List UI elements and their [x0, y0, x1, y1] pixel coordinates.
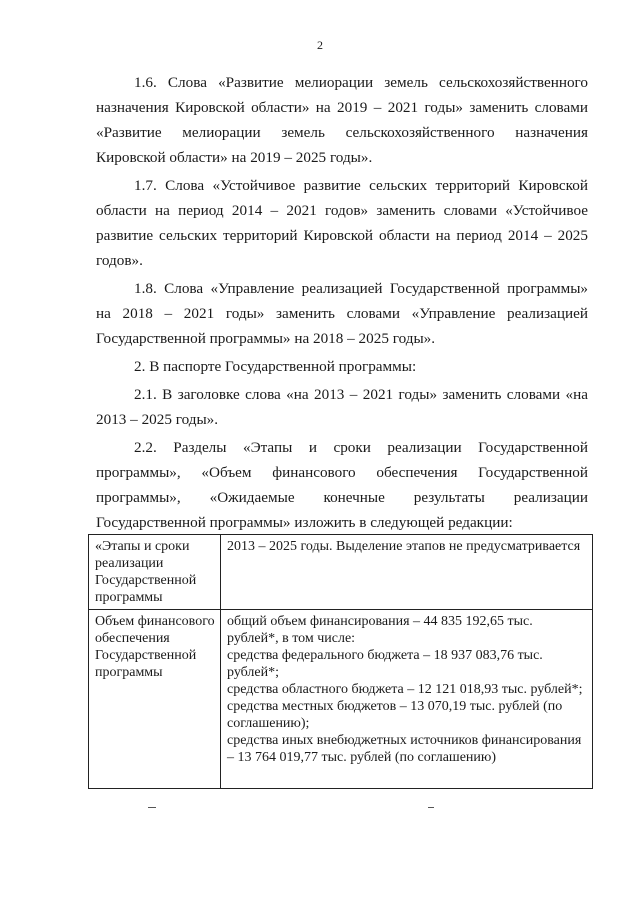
- body-text: [96, 70, 588, 538]
- table-row: [89, 610, 593, 789]
- paragraph-2: 2. В паспорте Государственной программы:: [134, 358, 417, 375]
- paragraph-1-7: 1.7. Слова «Устойчивое развитие сельских территорий Кировской области на период 2014 – 2021 годов» заменить словами «Устойчивое развитие сельских территорий Кировской области на период 2014 – 2025 годов».: [96, 177, 588, 269]
- paragraph-1-6: 1.6. Слова «Развитие мелиорации земель сельскохозяйственного назначения Кировской области» на 2019 – 2021 годы» заменить словами «Развитие мелиорации земель сельскохозяйственного назначения Кировской области» на 2019 – 2025 годы».: [96, 74, 588, 166]
- passport-table: [88, 534, 593, 789]
- row-label-funding: Объем финансового обеспечения Государственной программы: [89, 610, 221, 789]
- stages-text: 2013 – 2025 годы. Выделение этапов не предусматривается: [227, 539, 581, 554]
- table-row: [89, 535, 593, 610]
- row-content-funding: [221, 610, 593, 789]
- paragraph-1-8: 1.8. Слова «Управление реализацией Государственной программы» на 2018 – 2021 годы» заменить словами «Управление реализацией Государственной программы» на 2018 – 2025 годы».: [96, 280, 588, 347]
- scan-mark-left: [148, 807, 156, 808]
- paragraph-2-2: 2.2. Разделы «Этапы и сроки реализации Государственной программы», «Объем финансового обеспечения Государственной программы», «Ожидаемые конечные результаты реализации Государственной программы» изложить в следующей редакции:: [96, 439, 588, 531]
- scan-mark-right: [428, 807, 434, 808]
- funding-extrabudgetary: средства иных внебюджетных источников финансирования – 13 764 019,77 тыс. рублей (по соглашению): [227, 733, 582, 765]
- row-label-stages: «Этапы и сроки реализации Государственной программы: [89, 535, 221, 610]
- row-content-stages: [221, 535, 593, 610]
- paragraph-2-1: 2.1. В заголовке слова «на 2013 – 2021 годы» заменить словами «на 2013 – 2025 годы».: [96, 386, 588, 428]
- funding-local: средства местных бюджетов – 13 070,19 тыс. рублей (по соглашению);: [227, 699, 563, 731]
- funding-regional: средства областного бюджета – 12 121 018,93 тыс. рублей*;: [227, 682, 583, 697]
- funding-total: общий объем финансирования – 44 835 192,65 тыс. рублей*, в том числе:: [227, 614, 533, 646]
- page-number: 2: [317, 38, 323, 52]
- funding-federal: средства федерального бюджета – 18 937 083,76 тыс. рублей*;: [227, 648, 543, 680]
